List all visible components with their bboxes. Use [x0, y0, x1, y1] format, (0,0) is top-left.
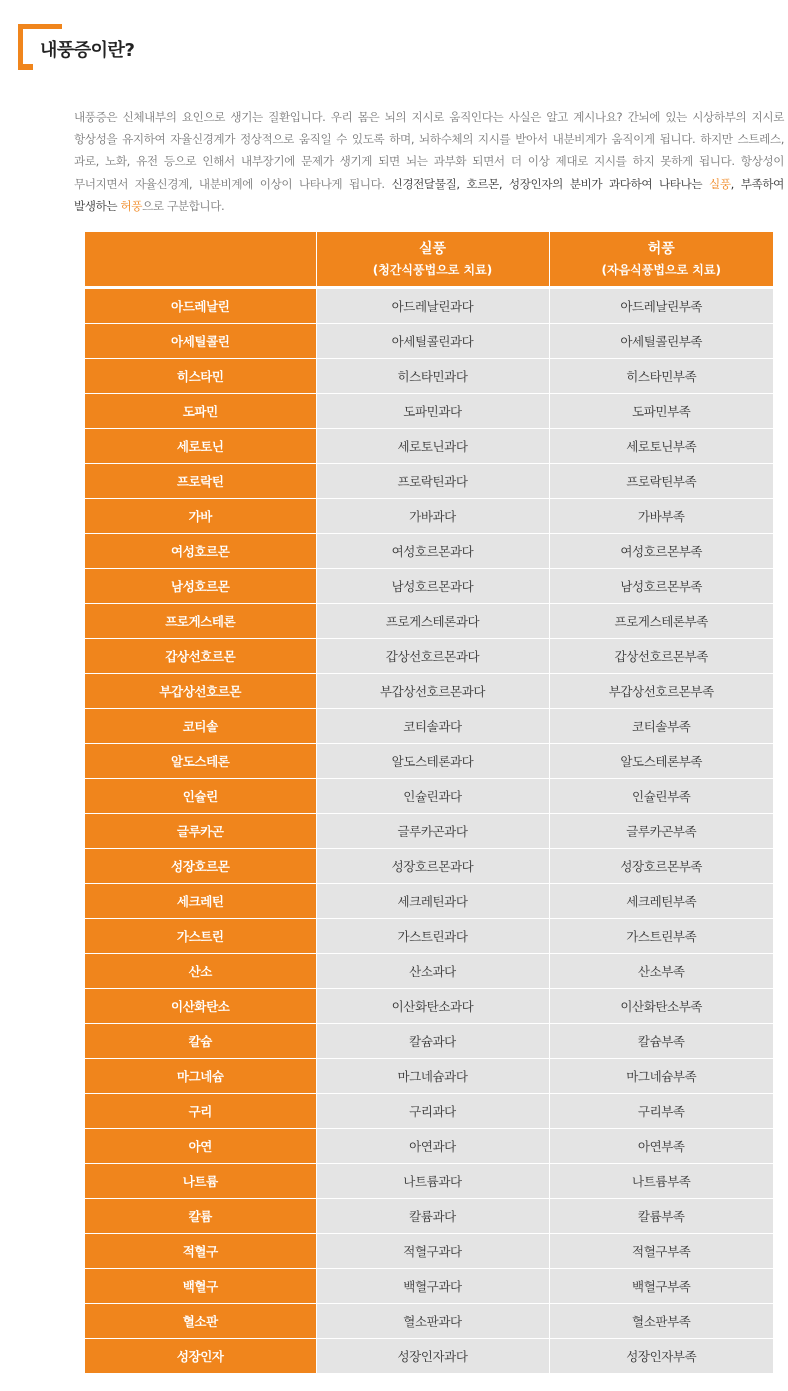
excess-cell: 혈소판과다 [316, 1304, 549, 1339]
excess-cell: 가스트린과다 [316, 919, 549, 954]
table-row [85, 849, 773, 884]
deficiency-cell: 남성호르몬부족 [549, 569, 773, 604]
table-row [85, 1199, 773, 1234]
excess-cell: 부갑상선호르몬과다 [316, 674, 549, 709]
hormone-name-cell: 도파민 [85, 394, 316, 429]
intro-text-2: 신경전달물질, 호르몬, 성장인자의 분비가 과다하여 나타나는 [391, 176, 703, 191]
deficiency-cell: 알도스테론부족 [549, 744, 773, 779]
excess-cell: 알도스테론과다 [316, 744, 549, 779]
header-heopung [549, 232, 773, 288]
deficiency-cell: 여성호르몬부족 [549, 534, 773, 569]
hormone-name-cell: 코티솔 [85, 709, 316, 744]
table-row [85, 1304, 773, 1339]
deficiency-cell: 프로게스테론부족 [549, 604, 773, 639]
deficiency-cell: 마그네슘부족 [549, 1059, 773, 1094]
table-body [85, 288, 773, 1374]
table-row [85, 884, 773, 919]
hormone-name-cell: 백혈구 [85, 1269, 316, 1304]
excess-cell: 세로토닌과다 [316, 429, 549, 464]
table-row [85, 429, 773, 464]
intro-silpung-highlight: 실풍 [709, 176, 731, 191]
deficiency-cell: 아연부족 [549, 1129, 773, 1164]
hormone-name-cell: 성장호르몬 [85, 849, 316, 884]
excess-cell: 히스타민과다 [316, 359, 549, 394]
deficiency-cell: 백혈구부족 [549, 1269, 773, 1304]
excess-cell: 이산화탄소과다 [316, 989, 549, 1024]
intro-heopung-highlight: 허풍 [120, 199, 143, 214]
hormone-comparison-table [85, 232, 773, 1373]
excess-cell: 칼슘과다 [316, 1024, 549, 1059]
table-row [85, 954, 773, 989]
header-silpung [316, 232, 549, 288]
table-row [85, 1339, 773, 1374]
hormone-name-cell: 세크레틴 [85, 884, 316, 919]
hormone-name-cell: 가바 [85, 499, 316, 534]
hormone-name-cell: 성장인자 [85, 1339, 316, 1374]
hormone-name-cell: 혈소판 [85, 1304, 316, 1339]
page-title: 내풍증이란? [40, 40, 135, 61]
deficiency-cell: 나트륨부족 [549, 1164, 773, 1199]
table-row [85, 359, 773, 394]
table-row [85, 639, 773, 674]
hormone-name-cell: 알도스테론 [85, 744, 316, 779]
header-silpung-title: 실풍 [418, 240, 447, 257]
header-silpung-subtitle: (청간식풍법으로 치료) [372, 262, 493, 277]
deficiency-cell: 성장인자부족 [549, 1339, 773, 1374]
table-row [85, 674, 773, 709]
deficiency-cell: 이산화탄소부족 [549, 989, 773, 1024]
hormone-name-cell: 글루카곤 [85, 814, 316, 849]
table-row [85, 744, 773, 779]
header-heopung-subtitle: (자음식풍법으로 치료) [601, 262, 721, 277]
intro-paragraph [74, 106, 784, 218]
table-row [85, 779, 773, 814]
hormone-name-cell: 이산화탄소 [85, 989, 316, 1024]
deficiency-cell: 히스타민부족 [549, 359, 773, 394]
deficiency-cell: 인슐린부족 [549, 779, 773, 814]
excess-cell: 가바과다 [316, 499, 549, 534]
deficiency-cell: 코티솔부족 [549, 709, 773, 744]
excess-cell: 코티솔과다 [316, 709, 549, 744]
hormone-name-cell: 구리 [85, 1094, 316, 1129]
deficiency-cell: 산소부족 [549, 954, 773, 989]
header-heopung-title: 허풍 [647, 240, 675, 257]
deficiency-cell: 글루카곤부족 [549, 814, 773, 849]
table-row [85, 1059, 773, 1094]
deficiency-cell: 성장호르몬부족 [549, 849, 773, 884]
hormone-name-cell: 여성호르몬 [85, 534, 316, 569]
hormone-name-cell: 부갑상선호르몬 [85, 674, 316, 709]
table-row [85, 709, 773, 744]
table-row [85, 1269, 773, 1304]
excess-cell: 프로게스테론과다 [316, 604, 549, 639]
table-row [85, 1129, 773, 1164]
page-title-block [18, 24, 318, 72]
table-row [85, 499, 773, 534]
table-row [85, 324, 773, 359]
table-row [85, 569, 773, 604]
hormone-name-cell: 갑상선호르몬 [85, 639, 316, 674]
excess-cell: 성장인자과다 [316, 1339, 549, 1374]
table-row [85, 1234, 773, 1269]
deficiency-cell: 가스트린부족 [549, 919, 773, 954]
excess-cell: 적혈구과다 [316, 1234, 549, 1269]
deficiency-cell: 구리부족 [549, 1094, 773, 1129]
hormone-name-cell: 칼슘 [85, 1024, 316, 1059]
deficiency-cell: 도파민부족 [549, 394, 773, 429]
excess-cell: 칼륨과다 [316, 1199, 549, 1234]
intro-text-3: , 부족하여 발생하는 [74, 176, 784, 214]
excess-cell: 도파민과다 [316, 394, 549, 429]
excess-cell: 세크레틴과다 [316, 884, 549, 919]
deficiency-cell: 혈소판부족 [549, 1304, 773, 1339]
table-row [85, 604, 773, 639]
hormone-name-cell: 아세틸콜린 [85, 324, 316, 359]
table-row [85, 394, 773, 429]
table-row [85, 464, 773, 499]
table-row [85, 989, 773, 1024]
hormone-name-cell: 세로토닌 [85, 429, 316, 464]
hormone-name-cell: 프로락틴 [85, 464, 316, 499]
excess-cell: 마그네슘과다 [316, 1059, 549, 1094]
excess-cell: 남성호르몬과다 [316, 569, 549, 604]
excess-cell: 글루카곤과다 [316, 814, 549, 849]
deficiency-cell: 아세틸콜린부족 [549, 324, 773, 359]
table-row [85, 919, 773, 954]
hormone-name-cell: 프로게스테론 [85, 604, 316, 639]
deficiency-cell: 칼륨부족 [549, 1199, 773, 1234]
hormone-name-cell: 적혈구 [85, 1234, 316, 1269]
deficiency-cell: 세크레틴부족 [549, 884, 773, 919]
excess-cell: 나트륨과다 [316, 1164, 549, 1199]
excess-cell: 성장호르몬과다 [316, 849, 549, 884]
deficiency-cell: 칼슘부족 [549, 1024, 773, 1059]
hormone-name-cell: 산소 [85, 954, 316, 989]
title-bracket-foot [18, 64, 33, 70]
hormone-name-cell: 칼륨 [85, 1199, 316, 1234]
table-row [85, 288, 773, 324]
intro-text-1: 내풍증은 신체내부의 요인으로 생기는 질환입니다. 우리 몸은 뇌의 지시로 움직인다는 사실은 알고 계시나요? 간뇌에 있는 시상하부의 지시로 항상성을 유지하여 자율신경계가 정상적으로 움직일 수 있도록 하며, 뇌하수체의 지시를 받아서 내분비계가 움직이게 됩니다. 하지만 스트레스, 과로, 노화, 유전 등으로 인해서 내부장기에 문제가 생기게 되면 뇌는 과부화 되면서 더 이상 제대로 지시를 하지 못하게 됩니다. 항상성이 무너지면서 자율신경계, 내분비계에 이상이 나타나게 됩니다. [74, 109, 784, 191]
deficiency-cell: 프로락틴부족 [549, 464, 773, 499]
excess-cell: 산소과다 [316, 954, 549, 989]
table-row [85, 1164, 773, 1199]
intro-text-4: 으로 구분합니다. [142, 199, 225, 214]
deficiency-cell: 갑상선호르몬부족 [549, 639, 773, 674]
excess-cell: 아연과다 [316, 1129, 549, 1164]
excess-cell: 아세틸콜린과다 [316, 324, 549, 359]
table-row [85, 814, 773, 849]
hormone-name-cell: 가스트린 [85, 919, 316, 954]
hormone-name-cell: 아드레날린 [85, 288, 316, 324]
excess-cell: 백혈구과다 [316, 1269, 549, 1304]
excess-cell: 인슐린과다 [316, 779, 549, 814]
table-header-row [85, 232, 773, 288]
excess-cell: 갑상선호르몬과다 [316, 639, 549, 674]
excess-cell: 프로락틴과다 [316, 464, 549, 499]
table-row [85, 534, 773, 569]
deficiency-cell: 가바부족 [549, 499, 773, 534]
deficiency-cell: 부갑상선호르몬부족 [549, 674, 773, 709]
hormone-name-cell: 히스타민 [85, 359, 316, 394]
table-row [85, 1024, 773, 1059]
excess-cell: 구리과다 [316, 1094, 549, 1129]
deficiency-cell: 아드레날린부족 [549, 288, 773, 324]
excess-cell: 아드레날린과다 [316, 288, 549, 324]
excess-cell: 여성호르몬과다 [316, 534, 549, 569]
hormone-name-cell: 아연 [85, 1129, 316, 1164]
table-row [85, 1094, 773, 1129]
hormone-name-cell: 마그네슘 [85, 1059, 316, 1094]
header-corner [85, 232, 316, 288]
hormone-name-cell: 나트륨 [85, 1164, 316, 1199]
deficiency-cell: 적혈구부족 [549, 1234, 773, 1269]
hormone-name-cell: 남성호르몬 [85, 569, 316, 604]
hormone-name-cell: 인슐린 [85, 779, 316, 814]
deficiency-cell: 세로토닌부족 [549, 429, 773, 464]
